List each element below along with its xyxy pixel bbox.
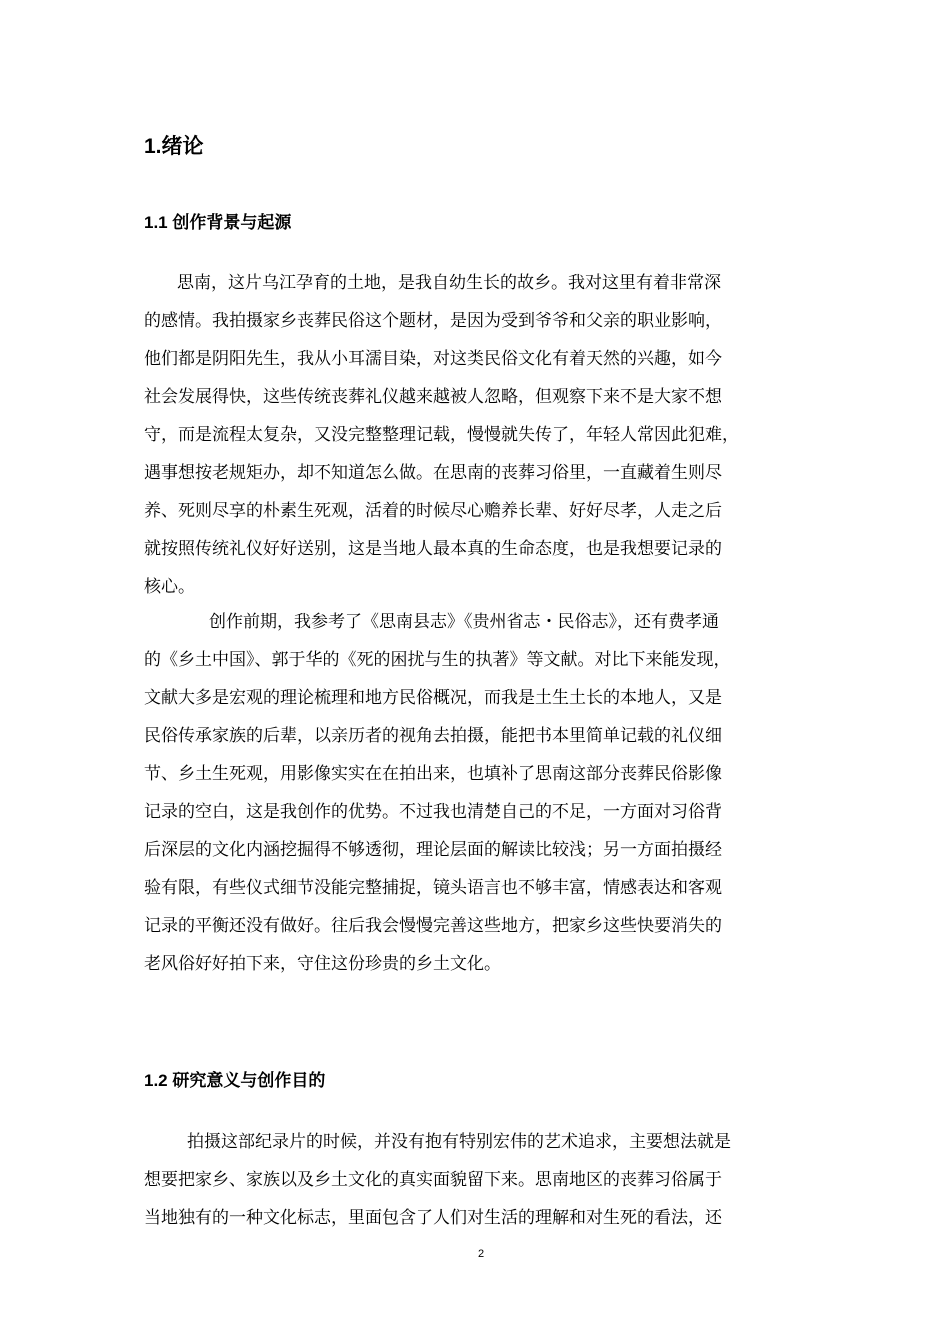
paragraph-line: 文献大多是宏观的理论梳理和地方民俗概况，而我是土生土长的本地人，又是: [144, 688, 722, 708]
paragraph-line: 就按照传统礼仪好好送别，这是当地人最本真的生命态度，也是我想要记录的: [144, 539, 722, 559]
paragraph-line: 的感情。我拍摄家乡丧葬民俗这个题材，是因为受到爷爷和父亲的职业影响，: [144, 311, 722, 331]
paragraph-line: 老风俗好好拍下来，守住这份珍贵的乡土文化。: [144, 954, 501, 974]
paragraph-line: 守，而是流程太复杂，又没完整整理记载，慢慢就失传了，年轻人常因此犯难，: [144, 425, 739, 445]
paragraph-line: 核心。: [144, 577, 195, 597]
paragraph-line: 想要把家乡、家族以及乡土文化的真实面貌留下来。思南地区的丧葬习俗属于: [144, 1170, 722, 1190]
paragraph-line: 记录的空白，这是我创作的优势。不过我也清楚自己的不足，一方面对习俗背: [144, 802, 722, 822]
paragraph-line: 后深层的文化内涵挖掘得不够透彻，理论层面的解读比较浅；另一方面拍摄经: [144, 840, 722, 860]
paragraph-line: 养、死则尽享的朴素生死观，活着的时候尽心赡养长辈、好好尽孝，人走之后: [144, 501, 722, 521]
paragraph-line: 记录的平衡还没有做好。往后我会慢慢完善这些地方，把家乡这些快要消失的: [144, 916, 722, 936]
section-heading-1-2: 1.2 研究意义与创作目的: [144, 1071, 326, 1090]
paragraph-line: 思南，这片乌江孕育的土地，是我自幼生长的故乡。我对这里有着非常深: [177, 273, 721, 293]
paragraph-line: 社会发展得快，这些传统丧葬礼仪越来越被人忽略，但观察下来不是大家不想: [144, 387, 722, 407]
paragraph-line: 验有限，有些仪式细节没能完整捕捉，镜头语言也不够丰富，情感表达和客观: [144, 878, 722, 898]
paragraph-line: 他们都是阴阳先生，我从小耳濡目染，对这类民俗文化有着天然的兴趣，如今: [144, 349, 722, 369]
chapter-title: 1.绪论: [144, 135, 204, 158]
paragraph-line: 拍摄这部纪录片的时候，并没有抱有特别宏伟的艺术追求，主要想法就是: [187, 1132, 731, 1152]
paragraph-line: 的《乡土中国》、郭于华的《死的困扰与生的执著》等文献。对比下来能发现，: [144, 650, 731, 670]
paragraph-line: 创作前期，我参考了《思南县志》《贵州省志・民俗志》，还有费孝通: [209, 612, 719, 632]
paragraph-line: 当地独有的一种文化标志，里面包含了人们对生活的理解和对生死的看法，还: [144, 1208, 722, 1228]
page-number: 2: [477, 1248, 485, 1260]
paragraph-line: 民俗传承家族的后辈，以亲历者的视角去拍摄，能把书本里简单记载的礼仪细: [144, 726, 722, 746]
section-heading-1-1: 1.1 创作背景与起源: [144, 213, 292, 232]
paragraph-line: 遇事想按老规矩办，却不知道怎么做。在思南的丧葬习俗里，一直藏着生则尽: [144, 463, 722, 483]
paragraph-line: 节、乡土生死观，用影像实实在在拍出来，也填补了思南这部分丧葬民俗影像: [144, 764, 722, 784]
